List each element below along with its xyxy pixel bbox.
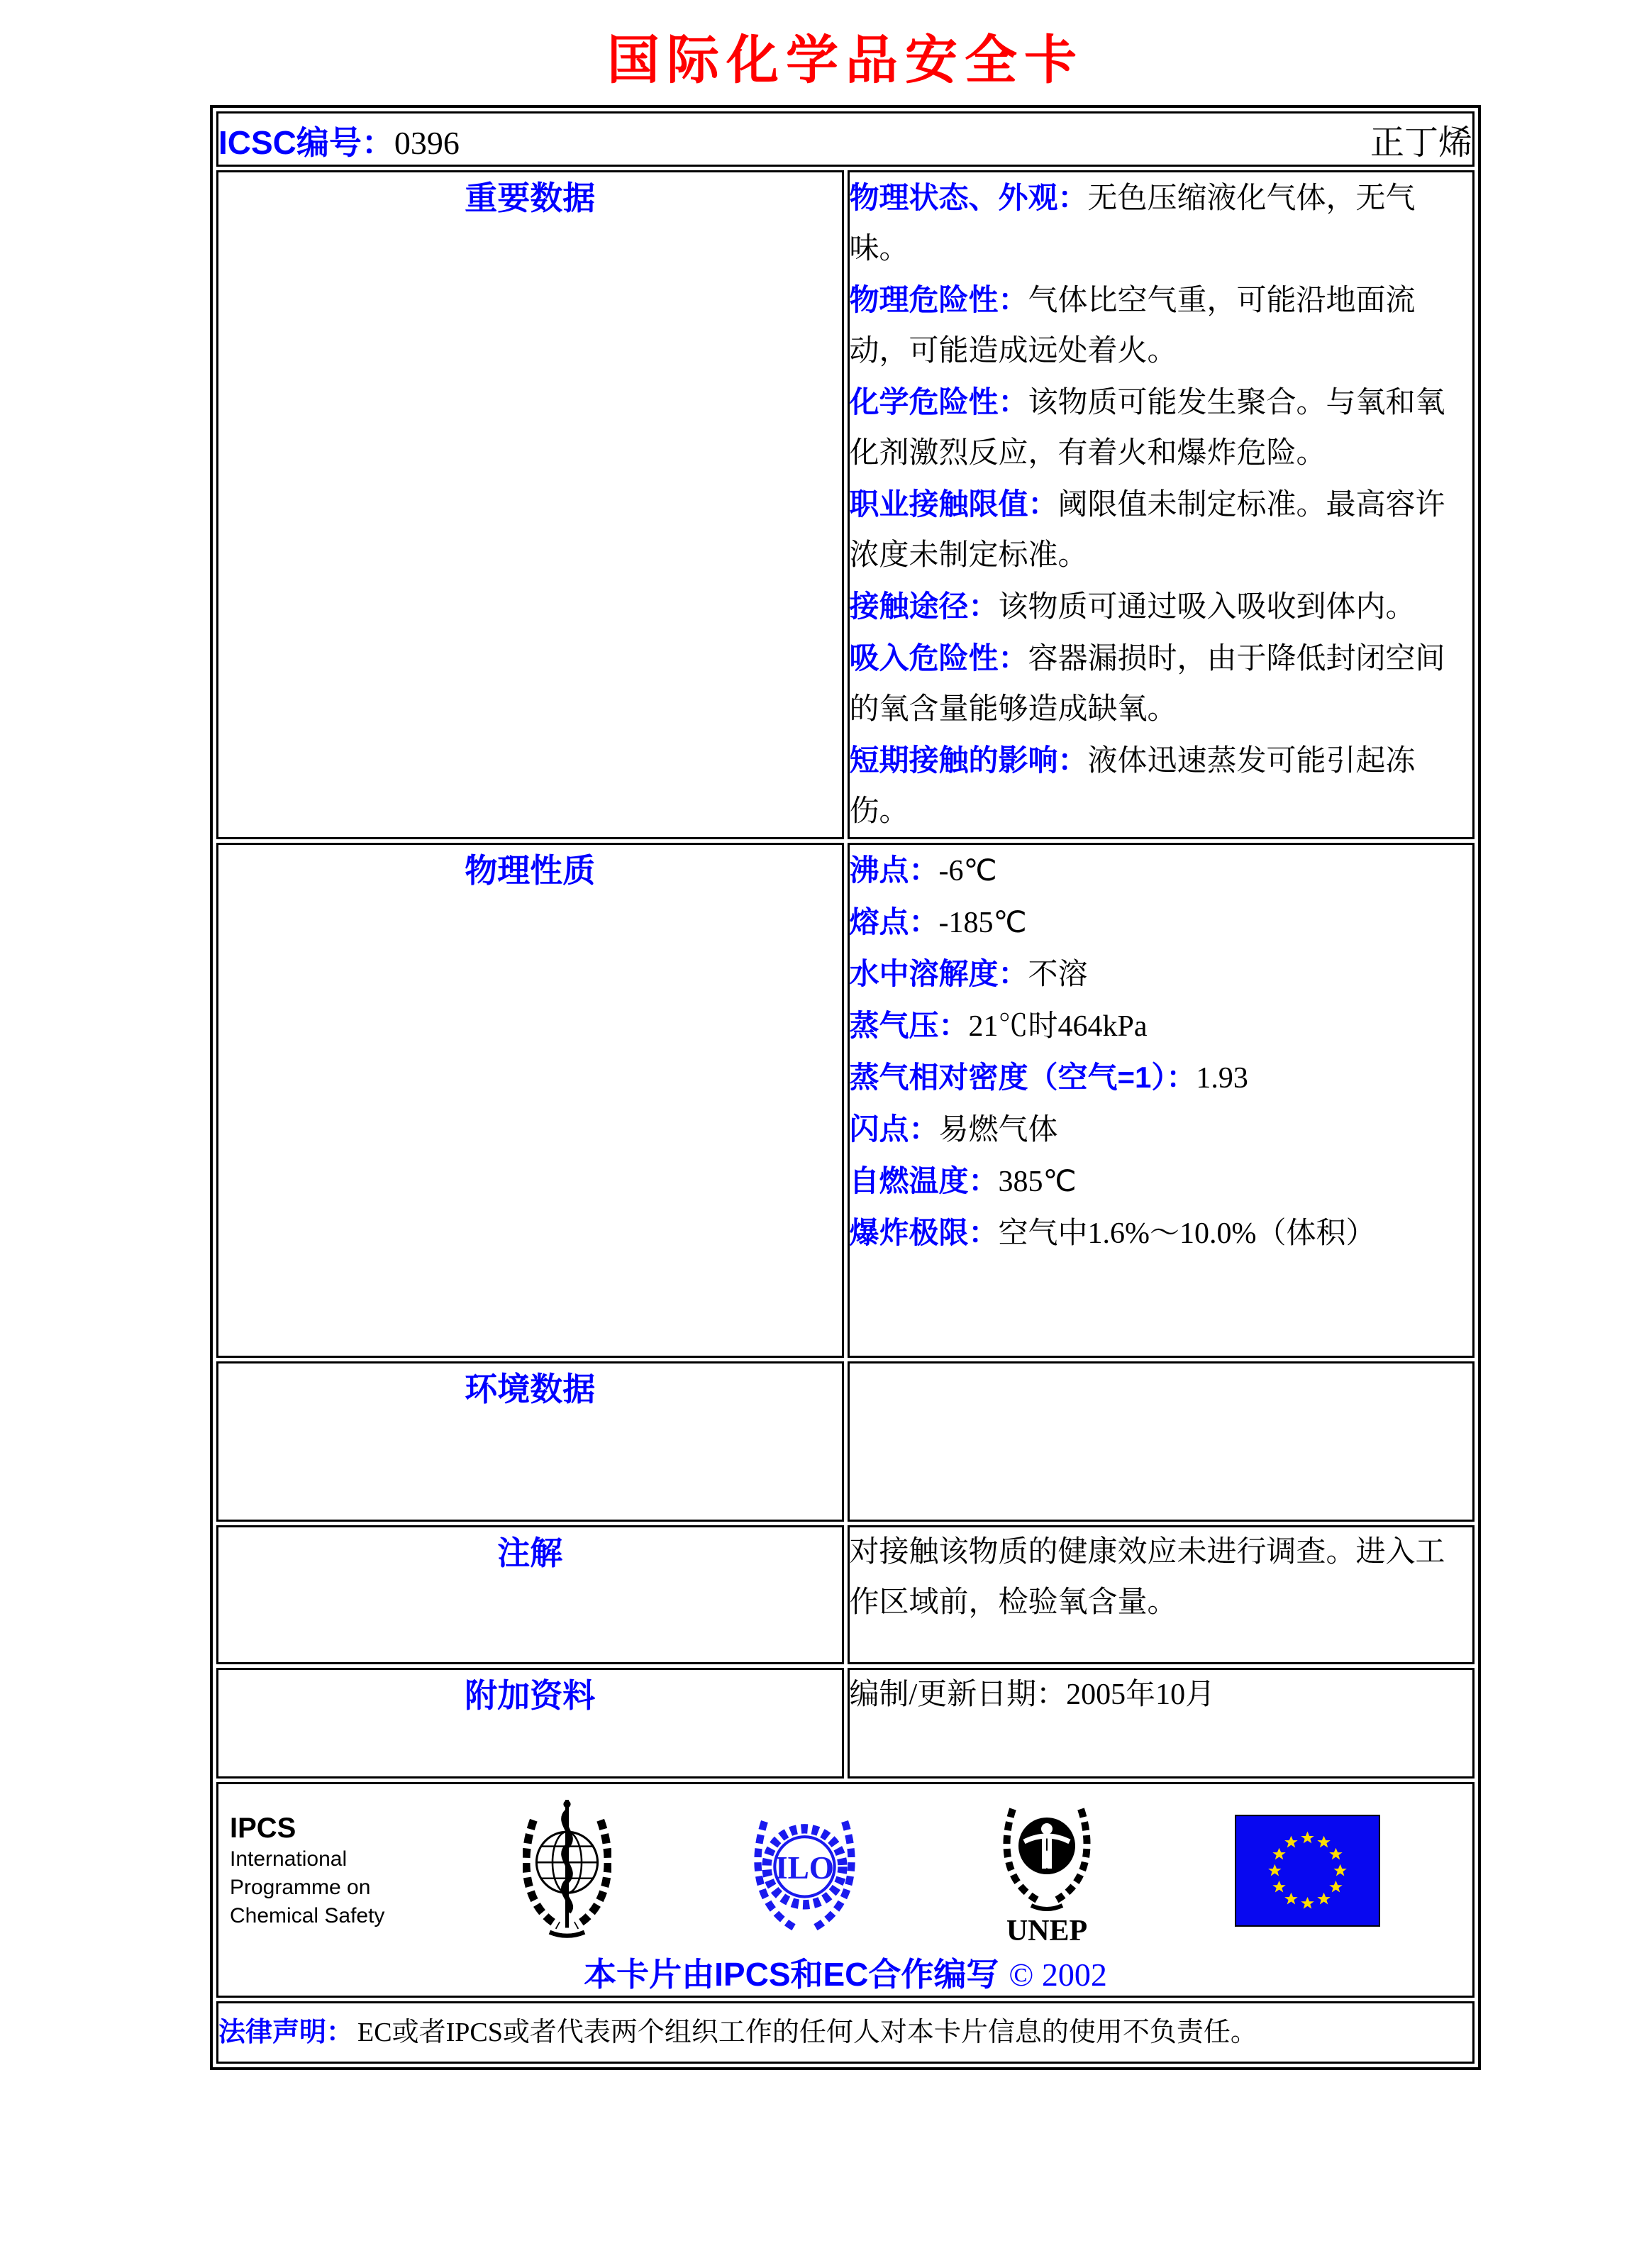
legal-label: 法律声明： — [218, 2018, 354, 2047]
footer-caption — [218, 1949, 1472, 1996]
ipcs-text-block — [230, 1811, 384, 1930]
icsc-number — [218, 117, 460, 164]
important-data-content — [848, 170, 1475, 839]
kv-line: 吸入危险性：容器漏损时，由于降低封闭空间的氧含量能够造成缺氧。 — [849, 641, 1445, 726]
ilo-logo-text: ILO — [774, 1849, 834, 1886]
legal-row — [216, 2001, 1475, 2064]
eu-flag — [1235, 1815, 1380, 1927]
caption-copyright: © 2002 — [1009, 1957, 1107, 1993]
kv-line: 对接触该物质的健康效应未进行调查。进入工作区域前，检验氧含量。 — [849, 1536, 1445, 1619]
kv-line: 物理危险性：气体比空气重，可能沿地面流动，可能造成远处着火。 — [849, 283, 1416, 367]
header-row — [216, 111, 1475, 167]
section-label-notes: 注解 — [216, 1525, 844, 1664]
icsc-card-table — [210, 105, 1481, 2070]
kv-line: 蒸气压：21℃时464kPa — [849, 1009, 1148, 1043]
kv-line: 自燃温度：385℃ — [849, 1164, 1077, 1198]
important-data-row — [216, 170, 1475, 839]
legal-text: EC或者IPCS或者代表两个组织工作的任何人对本卡片信息的使用不负责任。 — [357, 2018, 1257, 2047]
ipcs-subtitle-line: Chemical Safety — [230, 1904, 385, 1927]
section-label-important-data: 重要数据 — [216, 170, 844, 839]
kv-line: 化学危险性：该物质可能发生聚合。与氧和氧化剂激烈反应，有着火和爆炸危险。 — [849, 385, 1445, 470]
kv-line: 闪点：易燃气体 — [849, 1112, 1058, 1146]
physical-properties-content — [848, 843, 1475, 1358]
section-label-physical-properties: 物理性质 — [216, 843, 844, 1358]
who-logo — [523, 1798, 611, 1944]
kv-line: 短期接触的影响：液体迅速蒸发可能引起冻伤。 — [849, 743, 1416, 828]
unep-logo-text: UNEP — [1006, 1914, 1088, 1947]
physical-properties-row — [216, 843, 1475, 1358]
section-label-additional-info: 附加资料 — [216, 1668, 844, 1779]
environmental-data-content — [848, 1361, 1475, 1522]
kv-line: 水中溶解度：不溶 — [849, 957, 1088, 991]
ipcs-subtitle-line: Programme on — [230, 1876, 371, 1899]
kv-line: 蒸气相对密度（空气=1）：1.93 — [849, 1061, 1248, 1095]
environmental-data-row — [216, 1361, 1475, 1522]
icsc-number-value: 0396 — [394, 124, 460, 161]
kv-line: 爆炸极限：空气中1.6%～10.0%（体积） — [849, 1216, 1376, 1250]
page-title: 国际化学品安全卡 — [607, 32, 1084, 90]
kv-line: 接触途径：该物质可通过吸入吸收到体内。 — [849, 590, 1416, 624]
icsc-number-label: ICSC编号： — [218, 123, 394, 161]
kv-line: 编制/更新日期：2005年10月 — [849, 1678, 1216, 1711]
kv-line: 职业接触限值：阈限值未制定标准。最高容许浓度未制定标准。 — [849, 487, 1445, 572]
ipcs-title: IPCS — [230, 1813, 296, 1844]
notes-content — [848, 1525, 1475, 1664]
additional-info-row — [216, 1668, 1475, 1779]
chemical-name: 正丁烯 — [1370, 123, 1472, 162]
ipcs-subtitle-line: International — [230, 1847, 348, 1871]
unep-logo — [997, 1795, 1096, 1947]
kv-line: 沸点：-6℃ — [849, 853, 997, 887]
ilo-logo — [750, 1807, 860, 1935]
section-label-environmental-data: 环境数据 — [216, 1361, 844, 1522]
additional-info-content — [848, 1668, 1475, 1779]
kv-line: 物理状态、外观：无色压缩液化气体，无气味。 — [849, 181, 1416, 265]
logos-row — [216, 1782, 1475, 1998]
icsc-card — [210, 105, 1481, 2070]
caption-main: 本卡片由IPCS和EC合作编写 — [584, 1956, 999, 1993]
kv-line: 熔点：-185℃ — [849, 905, 1027, 939]
notes-row — [216, 1525, 1475, 1664]
